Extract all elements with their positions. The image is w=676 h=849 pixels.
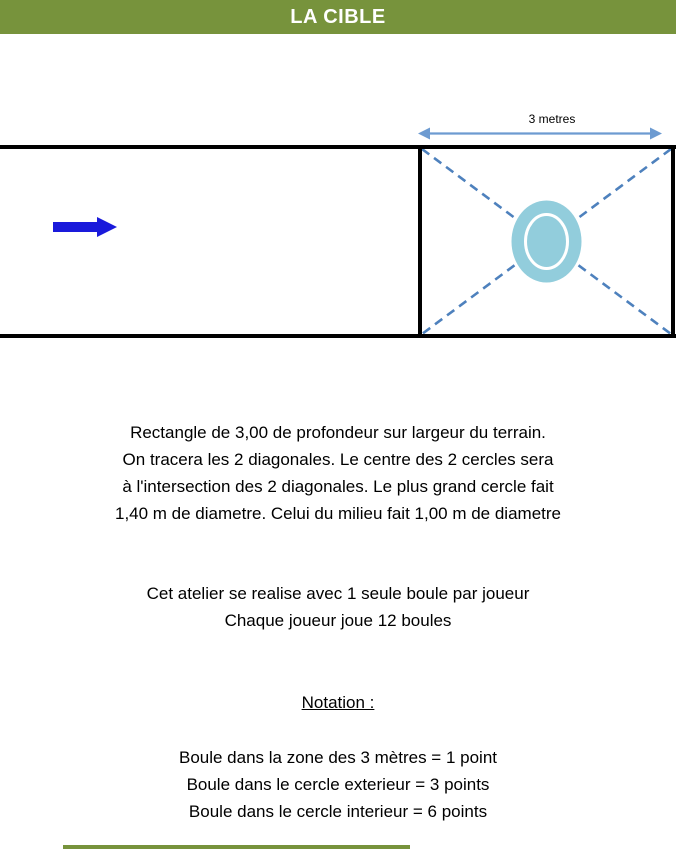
description-paragraph: [0, 419, 676, 527]
throw-direction-arrow-icon: [53, 217, 117, 237]
rules-line: Chaque joueur joue 12 boules: [224, 611, 452, 630]
target-zone-rectangle: [418, 145, 675, 338]
description-line: 1,40 m de diametre. Celui du milieu fait 1,00 m de diametre: [114, 504, 561, 523]
description-line: On tracera les 2 diagonales. Le centre des 2 cercles sera: [122, 450, 554, 469]
rules-paragraph: [0, 580, 676, 634]
next-page-banner-edge: [63, 845, 410, 849]
dimension-label: 3 metres: [528, 112, 576, 126]
notation-line: Boule dans le cercle exterieur = 3 points: [186, 775, 490, 794]
dimension-arrowhead-left: [418, 128, 430, 140]
rules-line: Cet atelier se realise avec 1 seule boule par joueur: [146, 584, 530, 603]
notation-rules: [0, 744, 676, 825]
notation-heading-text: Notation :: [301, 693, 375, 712]
throw-arrow-shape: [53, 217, 117, 237]
dimension-arrow-icon: [417, 126, 663, 141]
notation-heading: [0, 689, 676, 716]
notation-line: Boule dans le cercle interieur = 6 points: [188, 802, 488, 821]
outer-circle: [512, 201, 582, 283]
notation-line: Boule dans la zone des 3 mètres = 1 point: [178, 748, 497, 767]
page-title: LA CIBLE: [290, 5, 386, 28]
description-line: à l'intersection des 2 diagonales. Le plus grand cercle fait: [122, 477, 554, 496]
title-banner: [0, 0, 676, 34]
dimension-arrowhead-right: [650, 128, 662, 140]
description-line: Rectangle de 3,00 de profondeur sur largeur du terrain.: [130, 423, 546, 442]
target-zone-drawing: [422, 149, 671, 334]
